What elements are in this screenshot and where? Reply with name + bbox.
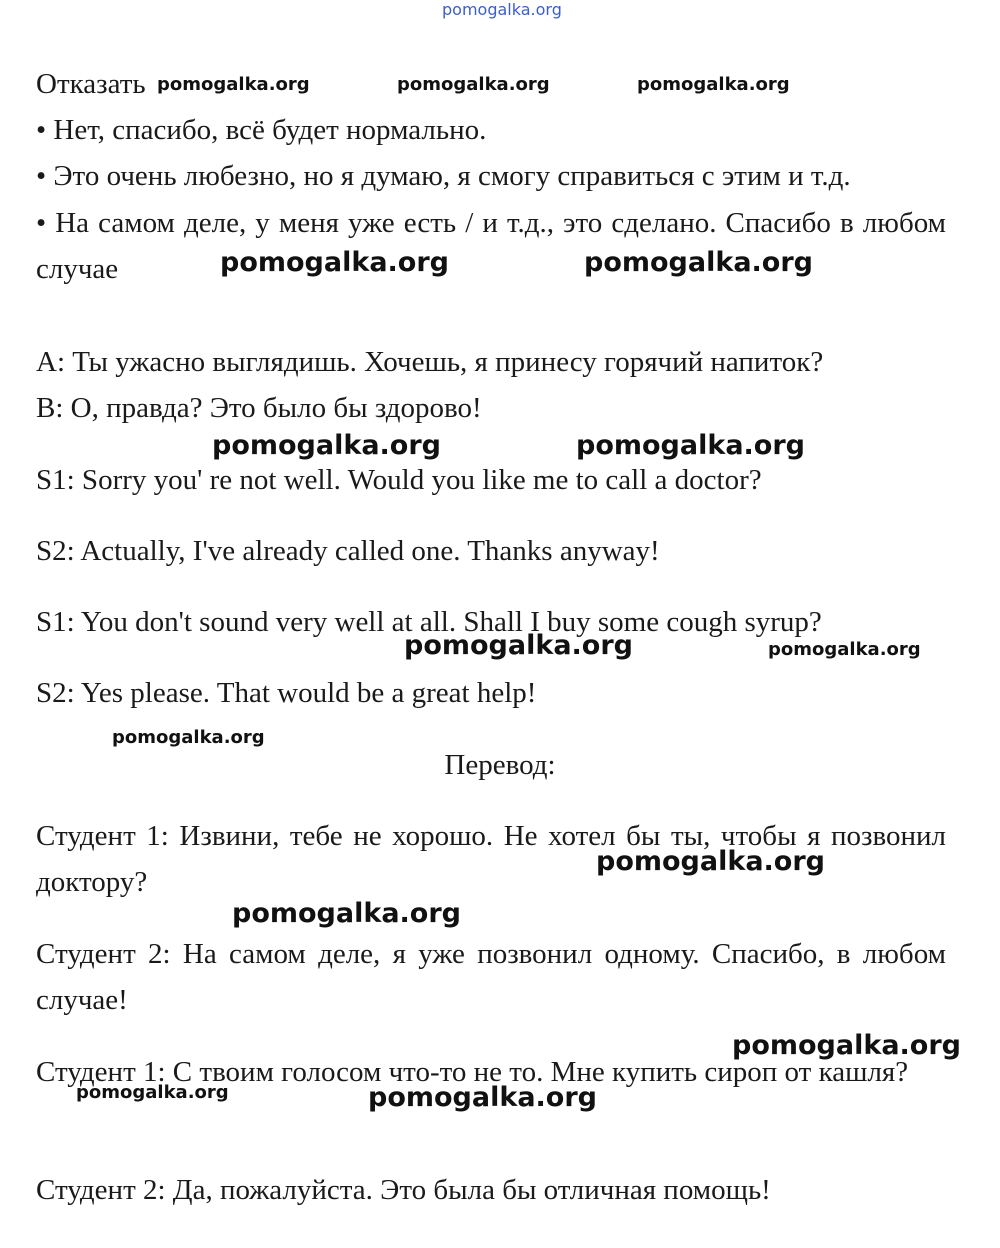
section-title: Отказать: [36, 68, 146, 100]
dialog-line-4: S2: Yes please. That would be a great help!: [36, 677, 537, 709]
refuse-item-3: • На самом деле, у меня уже есть / и т.д., это сделано. Спасибо в любом случае: [36, 207, 946, 285]
watermark: pomogalka.org: [768, 639, 921, 660]
refuse-item-2: • Это очень любезно, но я думаю, я смогу справиться с этим и т.д.: [36, 160, 851, 192]
translation-line-1: Студент 1: Извини, тебе не хорошо. Не хотел бы ты, чтобы я позвонил доктору?: [36, 820, 946, 898]
translation-line-3: Студент 1: С твоим голосом что-то не то. Мне купить сироп от кашля?: [36, 1056, 909, 1088]
watermark: pomogalka.org: [596, 846, 825, 877]
watermark: pomogalka.org: [112, 727, 265, 748]
example-line-b: В: О, правда? Это было бы здорово!: [36, 392, 482, 424]
watermark: pomogalka.org: [637, 74, 790, 95]
dialog-line-3: S1: You don't sound very well at all. Shall I buy some cough syrup?: [36, 606, 822, 638]
watermark: pomogalka.org: [157, 74, 310, 95]
watermark: pomogalka.org: [76, 1082, 229, 1103]
watermark: pomogalka.org: [212, 430, 441, 461]
watermark: pomogalka.org: [584, 247, 813, 278]
watermark: pomogalka.org: [368, 1082, 597, 1113]
watermark: pomogalka.org: [232, 898, 461, 929]
watermark: pomogalka.org: [732, 1030, 961, 1061]
example-line-a: А: Ты ужасно выглядишь. Хочешь, я принесу горячий напиток?: [36, 346, 824, 378]
dialog-line-2: S2: Actually, I've already called one. Thanks anyway!: [36, 535, 660, 567]
watermark: pomogalka.org: [220, 247, 449, 278]
watermark: pomogalka.org: [576, 430, 805, 461]
refuse-item-1: • Нет, спасибо, всё будет нормально.: [36, 114, 487, 146]
watermark: pomogalka.org: [404, 630, 633, 661]
watermark: pomogalka.org: [397, 74, 550, 95]
site-link[interactable]: pomogalka.org: [442, 0, 562, 19]
translation-heading: Перевод:: [444, 749, 556, 781]
dialog-line-1: S1: Sorry you' re not well. Would you like me to call a doctor?: [36, 464, 762, 496]
translation-line-2: Студент 2: На самом деле, я уже позвонил одному. Спасибо, в любом случае!: [36, 938, 946, 1016]
translation-line-4: Студент 2: Да, пожалуйста. Это была бы отличная помощь!: [36, 1174, 771, 1206]
